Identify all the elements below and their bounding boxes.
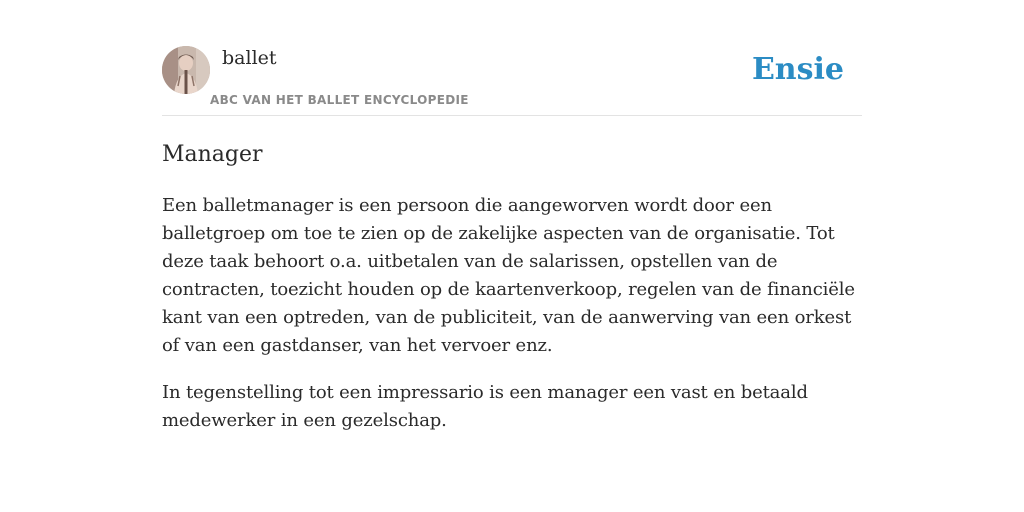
publication-name[interactable]: ABC VAN HET BALLET ENCYCLOPEDIE (210, 93, 469, 107)
category-link[interactable]: ballet (222, 47, 277, 69)
dancer-portrait-icon[interactable] (162, 46, 210, 94)
article-title: Manager (162, 142, 263, 167)
article-header (162, 46, 862, 116)
article-card (162, 46, 862, 435)
article-paragraph: In tegenstelling tot een impressario is een manager een vast en betaald medewerker in een gezelschap. (162, 382, 808, 431)
article-paragraph: Een balletmanager is een persoon die aangeworven wordt door een balletgroep om toe te zien op de zakelijke aspecten van de organisatie. Tot deze taak behoort o.a. uitbetalen van de salarissen, opstellen van de contracten, toezicht houden op de kaartenverkoop, regelen van de financiële kant van een optreden, van de publiciteit, van de aanwerving van een orkest of van een gastdanser, van het vervoer enz. (162, 195, 855, 356)
brand-logo[interactable]: Ensie (751, 52, 844, 87)
